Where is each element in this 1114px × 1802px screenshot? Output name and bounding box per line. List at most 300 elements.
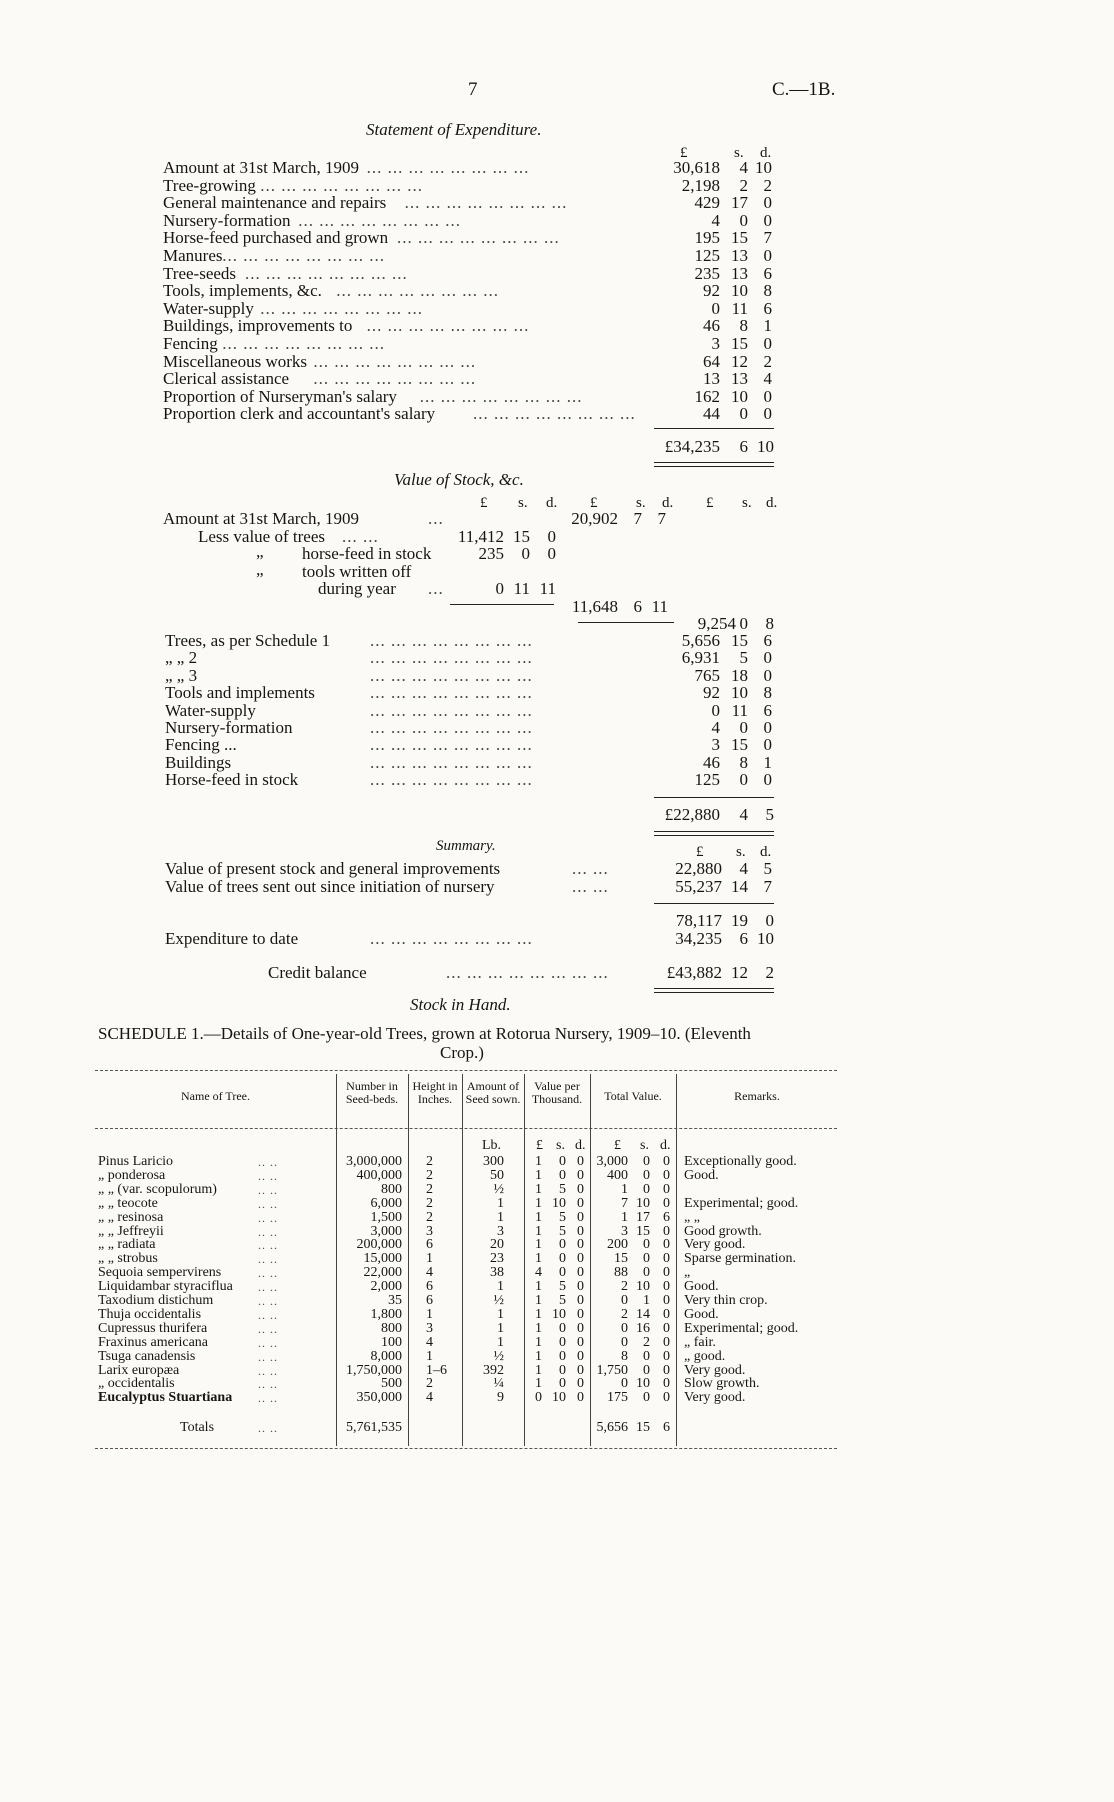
summary-row-shillings: 14: [731, 876, 748, 896]
leader-dots: .. ..: [258, 1266, 278, 1281]
unit-value: s.: [556, 1138, 565, 1153]
expenditure-row-shillings: 10: [731, 281, 748, 301]
stock-in-hand-title: Stock in Hand.: [410, 995, 511, 1014]
stock-row-pounds: 92: [703, 683, 720, 703]
col-head-pence: d.: [760, 145, 772, 161]
seed-bed-count: 1,800: [370, 1306, 402, 1322]
seed-bed-count: 8,000: [370, 1348, 402, 1364]
expenditure-row-shillings: 8: [739, 316, 748, 336]
stock-row-label: Horse-feed in stock: [165, 770, 299, 790]
value-shillings: 5: [559, 1181, 566, 1197]
leader-dots: ... ... ... ... ... ... ... ...: [222, 246, 385, 265]
stock-net-pence: 8: [765, 614, 774, 633]
total-pence: 0: [663, 1223, 670, 1239]
leader-dots: ... ... ... ... ... ... ... ...: [404, 193, 568, 213]
value-shillings: 0: [559, 1167, 566, 1183]
remarks: Very thin crop.: [684, 1293, 768, 1308]
stock-amount-label: Amount at 31st March, 1909: [163, 509, 359, 528]
height-inches: 2: [426, 1376, 433, 1392]
value-shillings: 0: [559, 1154, 566, 1169]
value-pence: 0: [577, 1376, 584, 1392]
leader-dots: ...: [428, 509, 444, 528]
stock-row-label: Fencing ...: [165, 735, 237, 755]
summary-subtotal-shillings: 19: [731, 911, 748, 930]
tree-name: Thuja occidentalis: [98, 1306, 202, 1322]
seed-sown: 1: [497, 1195, 504, 1211]
total-pounds: 175: [607, 1390, 628, 1406]
tree-name: Cupressus thurifera: [98, 1320, 208, 1336]
tree-name: „ „ resinosa: [98, 1209, 164, 1225]
stock-row-pence: 6: [763, 700, 772, 720]
seed-sown: ½: [493, 1181, 504, 1197]
total-shillings: 2: [643, 1334, 650, 1350]
total-pounds: 0: [621, 1376, 628, 1392]
unit-total: £: [614, 1138, 621, 1153]
total-pence: 0: [663, 1306, 670, 1322]
stock-col-head-pounds: £: [706, 495, 714, 511]
expenditure-row-pence: 6: [763, 263, 772, 283]
remarks: Slow growth.: [684, 1376, 760, 1392]
stock-row-pence: 0: [763, 770, 772, 790]
seed-bed-count: 3,000,000: [346, 1154, 402, 1169]
expenditure-total-rule: [654, 462, 774, 467]
stock-row-pence: 0: [763, 648, 772, 668]
expenditure-row-pounds: 2,198: [681, 175, 720, 195]
value-shillings: 0: [559, 1251, 566, 1267]
summary-subtotal-pence: 0: [765, 911, 774, 930]
seed-sown: 392: [483, 1362, 504, 1378]
value-pounds: 1: [535, 1237, 542, 1253]
col-head-pounds: £: [680, 145, 688, 161]
expenditure-row-pence: 0: [763, 404, 772, 424]
total-pounds: 1: [621, 1181, 628, 1197]
expenditure-title: Statement of Expenditure.: [366, 120, 542, 139]
remarks: Good.: [684, 1306, 719, 1322]
total-pence: 0: [663, 1376, 670, 1392]
remarks: Sparse germination.: [684, 1251, 796, 1267]
height-inches: 3: [426, 1223, 433, 1239]
seed-bed-count: 1,750,000: [346, 1362, 402, 1378]
stock-row-label: „ „ 2: [165, 648, 198, 668]
leader-dots: ... ... ... ... ... ... ... ...: [397, 228, 560, 248]
leader-dots: ... ... ... ... ... ... ... ...: [370, 770, 533, 790]
expenditure-row-pounds: 162: [694, 386, 720, 406]
stock-row-pounds: 125: [694, 770, 720, 790]
totals-seed-bed-count: 5,761,535: [346, 1420, 402, 1435]
expenditure-row-pence: 1: [763, 316, 772, 336]
leader-dots: ... ... ... ... ... ... ... ...: [222, 334, 385, 353]
leader-dots: ... ... ... ... ... ... ... ...: [260, 298, 423, 318]
unit-lb: Lb.: [482, 1138, 502, 1153]
leader-dots: .. ..: [258, 1238, 278, 1253]
expenditure-row-label: Tools, implements, &c.: [163, 281, 322, 301]
expenditure-row-pounds: 235: [694, 263, 720, 283]
value-pounds: 1: [535, 1320, 542, 1336]
stock-net-pounds: 9,254: [697, 614, 736, 633]
stock-row-pounds: 5,656: [681, 631, 720, 650]
height-inches: 6: [426, 1293, 433, 1308]
expenditure-row-pounds: 429: [694, 193, 720, 213]
total-shillings: 0: [643, 1348, 650, 1364]
remarks: Very good.: [684, 1362, 746, 1378]
total-pence: 0: [663, 1334, 670, 1350]
stock-row-shillings: 10: [731, 683, 748, 703]
schedule-caption-crop: Crop.): [440, 1043, 484, 1062]
totals-shillings: 15: [636, 1420, 650, 1435]
leader-dots: .. ..: [258, 1182, 278, 1197]
total-shillings: 10: [636, 1279, 650, 1295]
expenditure-row-label: Amount at 31st March, 1909: [163, 158, 359, 177]
value-pounds: 1: [535, 1251, 542, 1267]
value-shillings: 0: [559, 1362, 566, 1378]
summary-row-pounds: 55,237: [675, 876, 722, 896]
stock-total-shillings: 4: [739, 805, 748, 824]
less-trees-label: Less value of trees: [198, 527, 325, 546]
seed-bed-count: 800: [381, 1181, 402, 1197]
remarks: Good.: [684, 1167, 719, 1183]
value-pounds: 4: [535, 1265, 542, 1281]
value-pence: 0: [577, 1209, 584, 1225]
horse-feed-pence: 0: [547, 544, 556, 563]
stock-row-shillings: 5: [739, 648, 748, 668]
leader-dots: .. ..: [258, 1307, 278, 1322]
total-shillings: 0: [643, 1181, 650, 1197]
stock-col-head-shillings: s.: [518, 495, 528, 511]
value-pence: 0: [577, 1362, 584, 1378]
during-year-label: during year: [318, 579, 396, 598]
total-pence: 0: [663, 1362, 670, 1378]
tree-name: Taxodium distichum: [98, 1293, 214, 1308]
summary-row-label: Value of trees sent out since initiation of nursery: [165, 876, 495, 896]
stock-amount-shillings: 7: [633, 509, 642, 528]
leader-dots: ... ... ... ... ... ... ... ...: [298, 210, 461, 230]
seed-bed-count: 800: [381, 1320, 402, 1336]
leader-dots: .. ..: [258, 1280, 278, 1295]
total-shillings: 16: [636, 1320, 650, 1336]
expenditure-row-shillings: 10: [731, 386, 748, 406]
value-shillings: 5: [559, 1279, 566, 1295]
leader-dots: .. ..: [258, 1421, 278, 1435]
expenditure-row-pounds: 44: [703, 404, 720, 424]
total-pence: 0: [663, 1237, 670, 1253]
expenditure-row-pounds: 3: [711, 334, 720, 353]
leader-dots: ... ... ... ... ... ... ... ...: [260, 175, 423, 195]
seed-bed-count: 400,000: [356, 1167, 402, 1183]
expenditure-row-label: Proportion of Nurseryman's salary: [163, 386, 397, 406]
total-shillings: 0: [643, 1390, 650, 1406]
expenditure-total-pence: 10: [757, 437, 774, 456]
expenditure-total-shillings: 6: [739, 437, 748, 456]
expenditure-row-pounds: 125: [694, 246, 720, 265]
value-pence: 0: [577, 1293, 584, 1308]
expenditure-row-pence: 2: [763, 175, 772, 195]
value-shillings: 5: [559, 1223, 566, 1239]
height-inches: 3: [426, 1320, 433, 1336]
stock-row-pounds: 4: [711, 718, 720, 737]
leader-dots: .. ..: [258, 1377, 278, 1392]
table-column-rule: [336, 1074, 337, 1446]
table-column-header: Amount of Seed sown.: [465, 1079, 521, 1106]
stock-row-shillings: 0: [739, 718, 748, 737]
summary-row-label: Value of present stock and general improvements: [165, 859, 501, 878]
seed-sown: ½: [493, 1348, 504, 1364]
height-inches: 1: [426, 1348, 433, 1364]
value-pence: 0: [577, 1390, 584, 1406]
value-pence: 0: [577, 1348, 584, 1364]
total-pence: 0: [663, 1320, 670, 1336]
tree-name: Larix europæa: [98, 1362, 180, 1378]
less-total-shillings: 6: [633, 597, 642, 616]
table-column-header: Value per Thousand.: [531, 1079, 583, 1106]
stock-col-head-pence: d.: [662, 495, 674, 511]
value-pounds: 1: [535, 1181, 542, 1197]
stock-title: Value of Stock, &c.: [394, 470, 524, 489]
less-trees-pence: 0: [547, 527, 556, 546]
seed-bed-count: 1,500: [370, 1209, 402, 1225]
total-pence: 0: [663, 1390, 670, 1406]
total-shillings: 0: [643, 1237, 650, 1253]
total-shillings: 10: [636, 1376, 650, 1392]
total-shillings: 0: [643, 1362, 650, 1378]
table-column-header: Number in Seed-beds.: [345, 1079, 399, 1106]
leader-dots: ... ... ... ... ... ... ... ...: [473, 404, 636, 424]
expenditure-row-shillings: 11: [731, 298, 748, 318]
less-trees-pounds: 11,412: [457, 527, 504, 546]
expenditure-to-date-label: Expenditure to date: [165, 929, 299, 948]
value-pounds: 1: [535, 1167, 542, 1183]
expenditure-row-label: Nursery-formation: [163, 210, 291, 230]
tree-name: „ „ radiata: [98, 1237, 156, 1253]
total-shillings: 10: [636, 1195, 650, 1211]
unit-value: d.: [575, 1138, 586, 1153]
value-pounds: 1: [535, 1195, 542, 1211]
total-pounds: 1: [621, 1209, 628, 1225]
seed-sown: 50: [490, 1167, 504, 1183]
total-pounds: 200: [607, 1237, 628, 1253]
value-pounds: 1: [535, 1209, 542, 1225]
leader-dots: .. ..: [258, 1168, 278, 1183]
tree-name: „ „ teocote: [98, 1195, 158, 1211]
remarks: Very good.: [684, 1390, 746, 1406]
stock-row-label: „ „ 3: [165, 665, 198, 685]
tree-name: Liquidambar styraciflua: [98, 1279, 233, 1295]
table-top-rule: [95, 1070, 837, 1071]
col-head-shillings: s.: [734, 145, 744, 161]
total-pence: 6: [663, 1209, 670, 1225]
stock-row-pounds: 6,931: [681, 648, 720, 668]
expenditure-row-pounds: 30,618: [673, 158, 720, 177]
expenditure-row-shillings: 13: [731, 263, 748, 283]
leader-dots: .. ..: [258, 1252, 278, 1267]
stock-row-pounds: 0: [711, 700, 720, 720]
expenditure-to-date-pounds: 34,235: [675, 929, 722, 948]
summary-rule: [654, 903, 774, 904]
table-bottom-rule: [95, 1448, 837, 1449]
total-shillings: 17: [636, 1209, 650, 1225]
value-pence: 0: [577, 1306, 584, 1322]
total-pence: 0: [663, 1167, 670, 1183]
expenditure-row-shillings: 0: [739, 404, 748, 424]
tree-name: Fraxinus americana: [98, 1334, 209, 1350]
leader-dots: ... ... ... ... ... ... ... ...: [366, 158, 530, 177]
expenditure-row-label: Tree-growing: [163, 175, 256, 195]
expenditure-row-pounds: 92: [703, 281, 720, 301]
tree-name: „ „ Jeffreyii: [98, 1223, 164, 1239]
height-inches: 4: [426, 1390, 433, 1406]
leader-dots: ... ... ... ... ... ... ... ...: [370, 752, 533, 772]
leader-dots: ... ... ... ... ... ... ... ...: [370, 929, 533, 948]
total-pence: 0: [663, 1154, 670, 1169]
summary-row-shillings: 4: [739, 859, 748, 878]
unit-value: £: [536, 1138, 543, 1153]
height-inches: 4: [426, 1265, 433, 1281]
stock-row-pence: 0: [763, 735, 772, 755]
total-pence: 0: [663, 1181, 670, 1197]
seed-sown: 1: [497, 1279, 504, 1295]
expenditure-row-label: Proportion clerk and accountant's salary: [163, 404, 436, 424]
value-shillings: 0: [559, 1320, 566, 1336]
expenditure-row-label: Clerical assistance: [163, 369, 290, 389]
leader-dots: ... ... ... ... ... ... ... ...: [336, 281, 499, 301]
leader-dots: ... ...: [342, 527, 379, 546]
total-pounds: 88: [614, 1265, 628, 1281]
credit-balance-rule: [654, 988, 774, 993]
seed-bed-count: 6,000: [370, 1195, 402, 1211]
value-shillings: 0: [559, 1265, 566, 1281]
expenditure-row-shillings: 15: [731, 334, 748, 353]
value-pence: 0: [577, 1181, 584, 1197]
stock-row-pence: 1: [763, 752, 772, 772]
height-inches: 6: [426, 1279, 433, 1295]
leader-dots: .. ..: [258, 1349, 278, 1364]
total-shillings: 0: [643, 1265, 650, 1281]
expenditure-row-pence: 0: [763, 210, 772, 230]
seed-sown: 1: [497, 1209, 504, 1225]
expenditure-row-label: General maintenance and repairs: [163, 193, 387, 213]
leader-dots: .. ..: [258, 1391, 278, 1406]
value-pounds: 1: [535, 1293, 542, 1308]
value-shillings: 0: [559, 1348, 566, 1364]
height-inches: 6: [426, 1237, 433, 1253]
stock-total-pounds: £22,880: [664, 805, 720, 824]
expenditure-row-pence: 4: [763, 369, 772, 389]
leader-dots: ... ... ... ... ... ... ... ...: [370, 648, 533, 668]
leader-dots: ... ... ... ... ... ... ... ...: [419, 386, 583, 406]
stock-total-rule: [654, 831, 774, 836]
value-pounds: 0: [535, 1390, 542, 1406]
stock-col-head-shillings: s.: [742, 495, 752, 511]
table-column-header: Height in Inches.: [412, 1079, 458, 1106]
tree-name: Sequoia sempervirens: [98, 1265, 222, 1281]
value-pence: 0: [577, 1251, 584, 1267]
seed-sown: 1: [497, 1306, 504, 1322]
seed-sown: 1: [497, 1334, 504, 1350]
value-pounds: 1: [535, 1376, 542, 1392]
schedule-caption: SCHEDULE 1.—Details of One-year-old Trees, grown at Rotorua Nursery, 1909–10. (Eleventh: [98, 1024, 751, 1043]
summary-row-pence: 7: [763, 876, 772, 896]
leader-dots: ... ... ... ... ... ... ... ...: [370, 700, 533, 720]
value-shillings: 10: [552, 1390, 566, 1406]
value-pence: 0: [577, 1320, 584, 1336]
credit-balance-pounds: £43,882: [666, 963, 722, 982]
expenditure-row-pounds: 46: [703, 316, 720, 336]
seed-sown: ¼: [493, 1376, 504, 1392]
total-shillings: 0: [643, 1154, 650, 1169]
seed-sown: 300: [483, 1154, 504, 1169]
expenditure-row-pence: 0: [763, 386, 772, 406]
leader-dots: .. ..: [258, 1321, 278, 1336]
table-column-rule: [676, 1074, 677, 1446]
expenditure-row-shillings: 4: [739, 158, 748, 177]
value-shillings: 0: [559, 1237, 566, 1253]
value-pence: 0: [577, 1265, 584, 1281]
value-pence: 0: [577, 1154, 584, 1169]
expenditure-row-pence: 6: [763, 298, 772, 318]
leader-dots: .. ..: [258, 1210, 278, 1225]
expenditure-row-shillings: 13: [731, 369, 748, 389]
leader-dots: ...: [428, 579, 444, 598]
seed-bed-count: 2,000: [370, 1279, 402, 1295]
value-pence: 0: [577, 1223, 584, 1239]
table-column-rule: [408, 1074, 409, 1446]
expenditure-row-label: Miscellaneous works: [163, 351, 308, 371]
value-shillings: 0: [559, 1376, 566, 1392]
leader-dots: .. ..: [258, 1196, 278, 1211]
leader-dots: .. ..: [258, 1224, 278, 1239]
expenditure-row-label: Buildings, improvements to: [163, 316, 353, 336]
leader-dots: ... ... ... ... ... ... ... ...: [313, 351, 477, 371]
ditto-mark: „: [256, 560, 264, 579]
stock-rule: [654, 797, 774, 798]
expenditure-row-pence: 7: [763, 228, 772, 248]
remarks: Good growth.: [684, 1223, 762, 1239]
total-pence: 0: [663, 1293, 670, 1308]
remarks: Experimental; good.: [684, 1320, 799, 1336]
stock-row-label: Trees, as per Schedule 1: [165, 631, 331, 650]
table-column-rule: [462, 1074, 463, 1446]
stock-row-shillings: 18: [731, 665, 748, 685]
total-pounds: 0: [621, 1320, 628, 1336]
remarks: Experimental; good.: [684, 1195, 799, 1211]
table-column-header: Total Value.: [604, 1089, 662, 1103]
expenditure-to-date-pence: 10: [757, 929, 774, 948]
tools-written-off-label: tools written off: [302, 562, 412, 581]
expenditure-row-label: Water-supply: [163, 298, 254, 318]
total-pounds: 15: [614, 1251, 628, 1267]
credit-balance-shillings: 12: [731, 963, 748, 982]
seed-sown: 1: [497, 1320, 504, 1336]
less-total-pounds: 11,648: [571, 597, 618, 616]
stock-col-head-pence: d.: [546, 495, 558, 511]
leader-dots: .. ..: [258, 1335, 278, 1350]
height-inches: 2: [426, 1209, 433, 1225]
stock-net-shillings: 0: [739, 614, 748, 633]
expenditure-row-pounds: 0: [711, 298, 720, 318]
horse-feed-shillings: 0: [521, 544, 530, 563]
expenditure-total-pounds: £34,235: [664, 437, 720, 456]
total-pounds: 2: [621, 1306, 628, 1322]
height-inches: 2: [426, 1195, 433, 1211]
leader-dots: .. ..: [258, 1294, 278, 1308]
horse-feed-label: horse-feed in stock: [302, 544, 432, 563]
height-inches: 1: [426, 1306, 433, 1322]
less-total-pence: 11: [651, 597, 668, 616]
leader-dots: ... ...: [572, 859, 609, 878]
total-shillings: 1: [643, 1293, 650, 1308]
expenditure-row-shillings: 17: [731, 193, 748, 213]
stock-row-shillings: 8: [739, 752, 748, 772]
leader-dots: ... ... ... ... ... ... ... ...: [370, 735, 533, 755]
